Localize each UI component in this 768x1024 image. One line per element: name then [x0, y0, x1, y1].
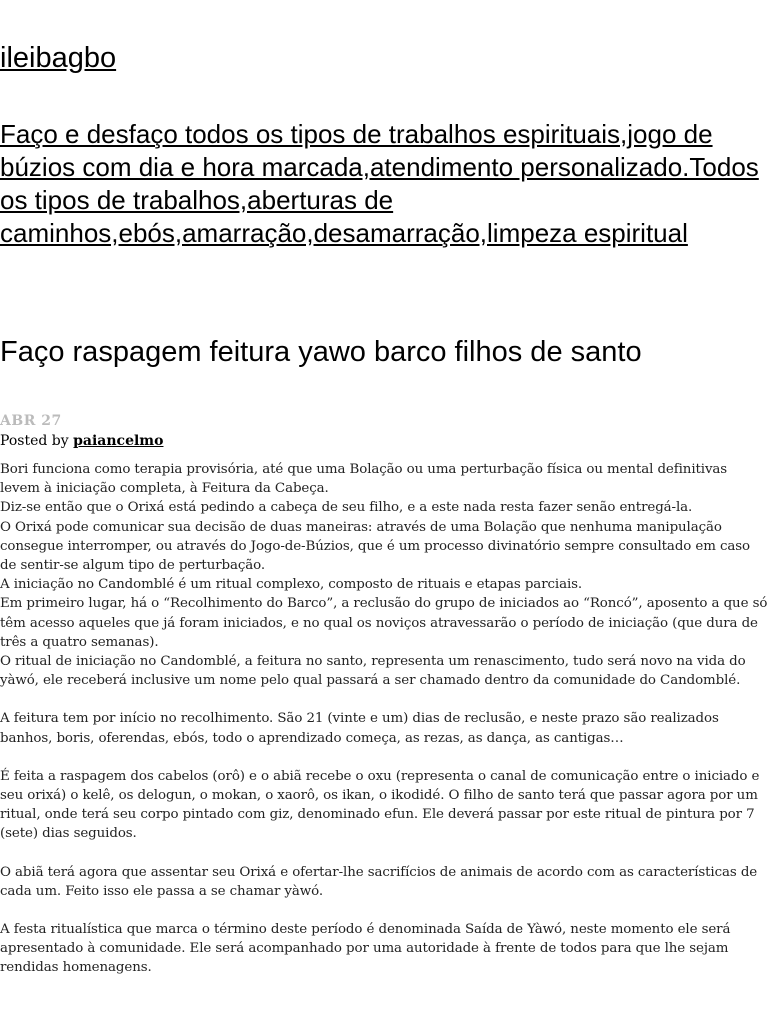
post-paragraph: É feita a raspagem dos cabelos (orô) e o abiã recebe o oxu (representa o canal de comunicação entre o iniciado e seu orixá) o kelê, os delogun, o mokan, o xaorô, os ikan, o ikodidé. O filho de santo terá que passar agora por um ritual, onde terá seu corpo pintado com giz, denominado efun. Ele deverá passar por este ritual de pintura por 7 (sete) dias seguidos. — [0, 768, 760, 842]
post-line: Diz-se então que o Orixá está pedindo a cabeça de seu filho, e a este nada resta fazer senão entregá-la. — [0, 500, 693, 516]
post-line: A iniciação no Candomblé é um ritual complexo, composto de rituais e etapas parciais. — [0, 577, 583, 593]
post-paragraph: O abiã terá agora que assentar seu Orixá e ofertar-lhe sacrifícios de animais de acordo com as características de cada um. Feito isso ele passa a se chamar yàwó. — [0, 864, 758, 899]
post-line: O Orixá pode comunicar sua decisão de duas maneiras: através de uma Bolação que nenhuma manipulação consegue interromper, ou através do Jogo-de-Búzios, que é um processo divinatório sempre consultado em caso de sentir-se algum tipo de perturbação. — [0, 519, 751, 574]
post-paragraph: A feitura tem por início no recolhimento. São 21 (vinte e um) dias de reclusão, e neste prazo são realizados banhos, boris, oferendas, ebós, todo o aprendizado começa, as rezas, as dança, as cantigas… — [0, 711, 719, 746]
post-line: O ritual de iniciação no Candomblé, a feitura no santo, representa um renascimento, tudo será novo na vida do yàwó, ele receberá inclusive um nome pelo qual passará a ser chamado dentro da comunidade do Candomblé. — [0, 654, 746, 689]
post-line: Bori funciona como terapia provisória, até que uma Bolação ou uma perturbação física ou mental definitivas levem à iniciação completa, à Feitura da Cabeça. — [0, 462, 728, 497]
post-line: Em primeiro lugar, há o “Recolhimento do Barco”, a reclusão do grupo de iniciados ao “Roncó”, aposento a que só têm acesso aqueles que já foram iniciados, e no qual os noviços atravessarão o período de iniciação (que dura de três a quatro semanas). — [0, 596, 768, 650]
site-title-link[interactable]: ileibagbo — [0, 42, 117, 74]
site-description — [0, 118, 768, 250]
post-paragraph: A festa ritualística que marca o término deste período é denominada Saída de Yàwó, neste momento ele será apresentado à comunidade. Ele será acompanhado por uma autoridade à frente de todos para que lhe sejam rendidas homenagens. — [0, 922, 731, 976]
post-date: ABR 27 — [0, 413, 62, 429]
post-title: Faço raspagem feitura yawo barco filhos de santo — [0, 336, 642, 368]
posted-by-label: Posted by — [0, 433, 74, 449]
post-body — [0, 460, 768, 997]
author-link[interactable]: paiancelmo — [73, 433, 164, 449]
post-byline — [0, 432, 163, 451]
site-description-link[interactable]: Faço e desfaço todos os tipos de trabalhos espirituais,jogo de búzios com dia e hora marcada,atendimento personalizado.Todos os tipos de trabalhos,aberturas de caminhos,ebós,amarração,desamarração,limpeza espiritual — [0, 119, 759, 248]
site-title — [0, 40, 116, 76]
